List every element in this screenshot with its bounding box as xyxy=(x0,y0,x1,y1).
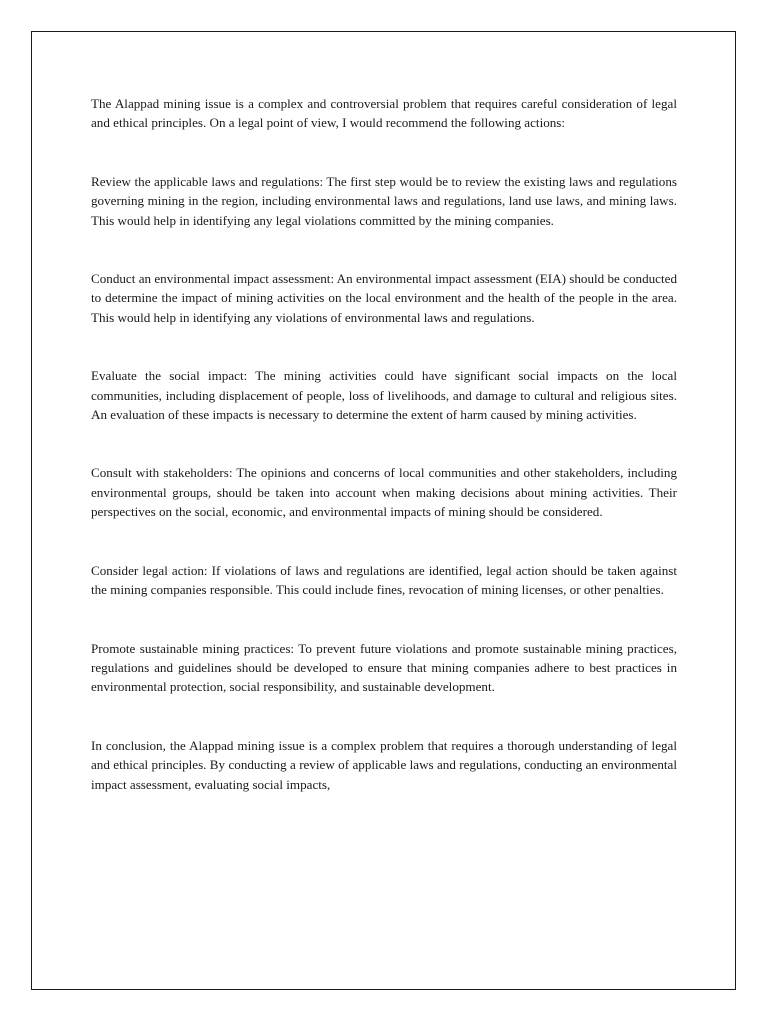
paragraph-conclusion: In conclusion, the Alappad mining issue is a complex problem that requires a thorough understanding of legal and ethical principles. By conducting a review of applicable laws and regulations, conducting an environmental impact assessment, evaluating social impacts, xyxy=(91,737,677,792)
paragraph-eia: Conduct an environmental impact assessment: An environmental impact assessment (EIA) should be conducted to determine the impact of mining activities on the local environment and the health of the people in the area. This would help in identifying any violations of environmental laws and regulations. xyxy=(91,271,677,325)
document-page xyxy=(31,31,736,990)
document-body xyxy=(91,94,677,794)
paragraph-intro: The Alappad mining issue is a complex and controversial problem that requires careful consideration of legal and ethical principles. On a legal point of view, I would recommend the following actions: xyxy=(91,96,677,131)
paragraph-legal-action: Consider legal action: If violations of laws and regulations are identified, legal action should be taken against the mining companies responsible. This could include fines, revocation of mining licenses, or other penalties. xyxy=(91,562,677,598)
paragraph-social-impact: Evaluate the social impact: The mining activities could have significant social impacts on the local communities, including displacement of people, loss of livelihoods, and damage to cultural and religious sites. An evaluation of these impacts is necessary to determine the extent of harm caused by mining activities. xyxy=(91,368,677,423)
paragraph-review-laws: Review the applicable laws and regulations: The first step would be to review the existing laws and regulations governing mining in the region, including environmental laws and regulations, land use laws, and mining laws. This would help in identifying any legal violations committed by the mining companies. xyxy=(91,173,677,228)
paragraph-stakeholders: Consult with stakeholders: The opinions and concerns of local communities and other stakeholders, including environmental groups, should be taken into account when making decisions about mining activities. Their perspectives on the social, economic, and environmental impacts of mining should be considered. xyxy=(91,465,677,520)
paragraph-sustainable-mining: Promote sustainable mining practices: To prevent future violations and promote sustainable mining practices, regulations and guidelines should be developed to ensure that mining companies adhere to best practices in environmental protection, social responsibility, and sustainable development. xyxy=(91,640,677,695)
